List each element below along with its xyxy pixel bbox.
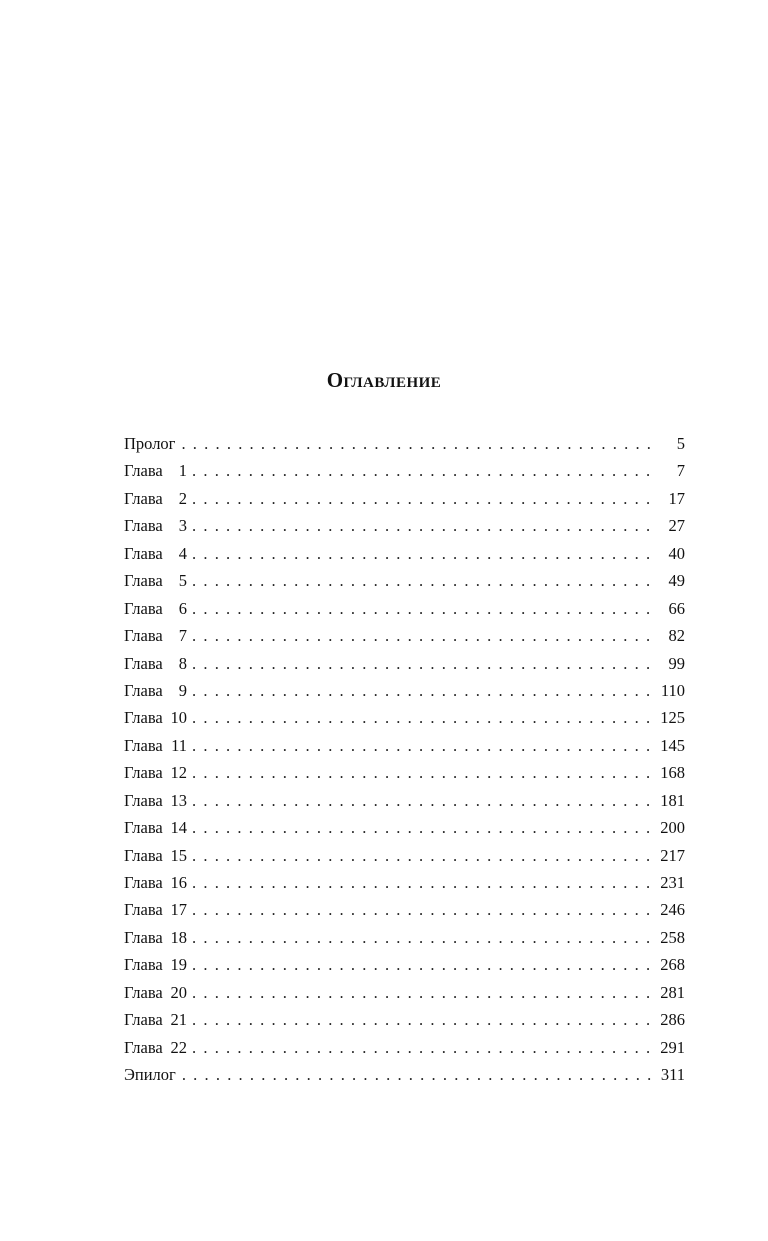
toc-entry xyxy=(124,759,685,786)
toc-entry xyxy=(124,430,685,457)
toc-entry-label xyxy=(124,979,186,1006)
toc-page-number: 268 xyxy=(660,955,685,975)
dot-leader xyxy=(182,1061,657,1088)
chapter-number: 15 xyxy=(170,845,187,865)
chapter-word: Глава xyxy=(124,845,163,865)
toc-entry-label xyxy=(124,759,186,786)
toc-entry xyxy=(124,567,685,594)
chapter-word: Глава xyxy=(124,818,163,838)
chapter-number: 11 xyxy=(171,735,187,755)
toc-title: Оглавление xyxy=(326,368,442,392)
dot-leader xyxy=(192,512,657,539)
toc-page-number: 200 xyxy=(660,818,685,838)
toc-page-number: 99 xyxy=(668,653,685,673)
chapter-word: Глава xyxy=(124,790,163,810)
dot-leader xyxy=(192,787,656,814)
toc-entry xyxy=(124,869,685,896)
dot-leader xyxy=(192,1006,656,1033)
chapter-word: Глава xyxy=(124,900,163,920)
toc-entry xyxy=(124,677,685,704)
toc-entry xyxy=(124,1061,685,1088)
toc-entry xyxy=(124,896,685,923)
chapter-word: Глава xyxy=(124,982,163,1002)
dot-leader xyxy=(192,457,657,484)
chapter-number: 1 xyxy=(178,461,187,481)
chapter-word: Глава xyxy=(124,1010,163,1030)
toc-entry-label xyxy=(124,1006,186,1033)
toc-entry-label: Эпилог xyxy=(124,1065,176,1085)
toc-entry xyxy=(124,814,685,841)
chapter-number: 17 xyxy=(170,900,187,920)
chapter-number: 21 xyxy=(170,1010,187,1030)
chapter-number: 8 xyxy=(178,653,187,673)
dot-leader xyxy=(192,759,656,786)
toc-entry-label xyxy=(124,540,186,567)
chapter-number: 10 xyxy=(170,708,187,728)
chapter-number: 12 xyxy=(170,763,187,783)
toc-page-number: 82 xyxy=(668,626,685,646)
toc-page-number: 40 xyxy=(668,543,685,563)
dot-leader xyxy=(192,595,657,622)
chapter-word: Глава xyxy=(124,598,163,618)
toc-entry-label xyxy=(124,512,186,539)
toc-entry-label xyxy=(124,787,186,814)
toc-entry-label xyxy=(124,677,186,704)
toc-entry-label xyxy=(124,704,186,731)
chapter-number: 13 xyxy=(170,790,187,810)
toc-entry-label xyxy=(124,869,186,896)
dot-leader xyxy=(192,1034,656,1061)
toc-page-number: 49 xyxy=(668,571,685,591)
dot-leader xyxy=(192,540,657,567)
toc-page-number: 291 xyxy=(660,1037,685,1057)
toc-entry xyxy=(124,650,685,677)
chapter-word: Глава xyxy=(124,653,163,673)
toc-page-number: 5 xyxy=(676,434,685,453)
toc-entry-label xyxy=(124,1034,186,1061)
chapter-number: 22 xyxy=(170,1037,187,1057)
chapter-word: Глава xyxy=(124,955,163,975)
chapter-number: 5 xyxy=(178,571,187,591)
dot-leader xyxy=(181,430,657,457)
chapter-number: 9 xyxy=(178,680,187,700)
toc-entry-label xyxy=(124,732,186,759)
toc-entry xyxy=(124,732,685,759)
dot-leader xyxy=(192,869,656,896)
chapter-word: Глава xyxy=(124,735,163,755)
toc-entry xyxy=(124,842,685,869)
dot-leader xyxy=(192,924,656,951)
toc-entry xyxy=(124,1034,685,1061)
dot-leader xyxy=(192,842,656,869)
toc-entry xyxy=(124,924,685,951)
toc-entry xyxy=(124,622,685,649)
toc-page-number: 258 xyxy=(660,927,685,947)
toc-entry-label xyxy=(124,595,186,622)
chapter-word: Глава xyxy=(124,488,163,508)
toc-page-number: 17 xyxy=(668,488,685,508)
toc-page-number: 168 xyxy=(660,763,685,783)
chapter-number: 19 xyxy=(170,955,187,975)
toc-entry xyxy=(124,1006,685,1033)
toc-page-number: 217 xyxy=(660,845,685,865)
toc-page-number: 281 xyxy=(660,982,685,1002)
toc-page-number: 110 xyxy=(660,680,685,700)
toc-entry-label xyxy=(124,622,186,649)
dot-leader xyxy=(192,485,657,512)
dot-leader xyxy=(192,814,656,841)
chapter-word: Глава xyxy=(124,571,163,591)
toc-page-number: 7 xyxy=(676,461,685,481)
chapter-number: 16 xyxy=(170,873,187,892)
chapter-word: Глава xyxy=(124,927,163,947)
toc-entry-label xyxy=(124,650,186,677)
chapter-word: Глава xyxy=(124,873,163,892)
toc-entry-label xyxy=(124,457,186,484)
toc-page-number: 181 xyxy=(660,790,685,810)
toc-page-number: 286 xyxy=(660,1010,685,1030)
toc-entry-label: Пролог xyxy=(124,434,176,453)
toc-entry xyxy=(124,951,685,978)
toc-page-number: 311 xyxy=(660,1065,685,1085)
dot-leader xyxy=(192,951,656,978)
toc-page-number: 27 xyxy=(668,516,685,536)
toc-page-number: 231 xyxy=(660,873,685,892)
dot-leader xyxy=(192,567,657,594)
toc-entry-label xyxy=(124,814,186,841)
dot-leader xyxy=(192,650,657,677)
toc-page-number: 66 xyxy=(668,598,685,618)
chapter-number: 18 xyxy=(170,927,187,947)
chapter-word: Глава xyxy=(124,461,163,481)
chapter-number: 3 xyxy=(178,516,187,536)
chapter-number: 2 xyxy=(178,488,187,508)
dot-leader xyxy=(192,677,657,704)
toc-entry-label xyxy=(124,567,186,594)
toc-page-number: 125 xyxy=(660,708,685,728)
toc-list xyxy=(124,430,685,1089)
dot-leader xyxy=(192,896,656,923)
toc-page-number: 246 xyxy=(660,900,685,920)
toc-entry-label xyxy=(124,485,186,512)
toc-entry-label xyxy=(124,924,186,951)
chapter-number: 7 xyxy=(178,626,187,646)
chapter-word: Глава xyxy=(124,543,163,563)
dot-leader xyxy=(192,979,656,1006)
chapter-word: Глава xyxy=(124,626,163,646)
dot-leader xyxy=(192,704,656,731)
toc-entry-label xyxy=(124,842,186,869)
toc-entry xyxy=(124,512,685,539)
toc-entry xyxy=(124,457,685,484)
chapter-number: 20 xyxy=(170,982,187,1002)
chapter-number: 14 xyxy=(170,818,187,838)
toc-page-number: 145 xyxy=(660,735,685,755)
chapter-word: Глава xyxy=(124,1037,163,1057)
dot-leader xyxy=(192,732,656,759)
toc-entry xyxy=(124,540,685,567)
chapter-number: 4 xyxy=(178,543,187,563)
toc-entry xyxy=(124,704,685,731)
chapter-word: Глава xyxy=(124,680,163,700)
toc-entry xyxy=(124,485,685,512)
toc-entry-label xyxy=(124,951,186,978)
chapter-number: 6 xyxy=(178,598,187,618)
chapter-word: Глава xyxy=(124,516,163,536)
toc-entry xyxy=(124,595,685,622)
chapter-word: Глава xyxy=(124,708,163,728)
toc-entry xyxy=(124,787,685,814)
toc-entry xyxy=(124,979,685,1006)
chapter-word: Глава xyxy=(124,763,163,783)
toc-entry-label xyxy=(124,896,186,923)
dot-leader xyxy=(192,622,657,649)
